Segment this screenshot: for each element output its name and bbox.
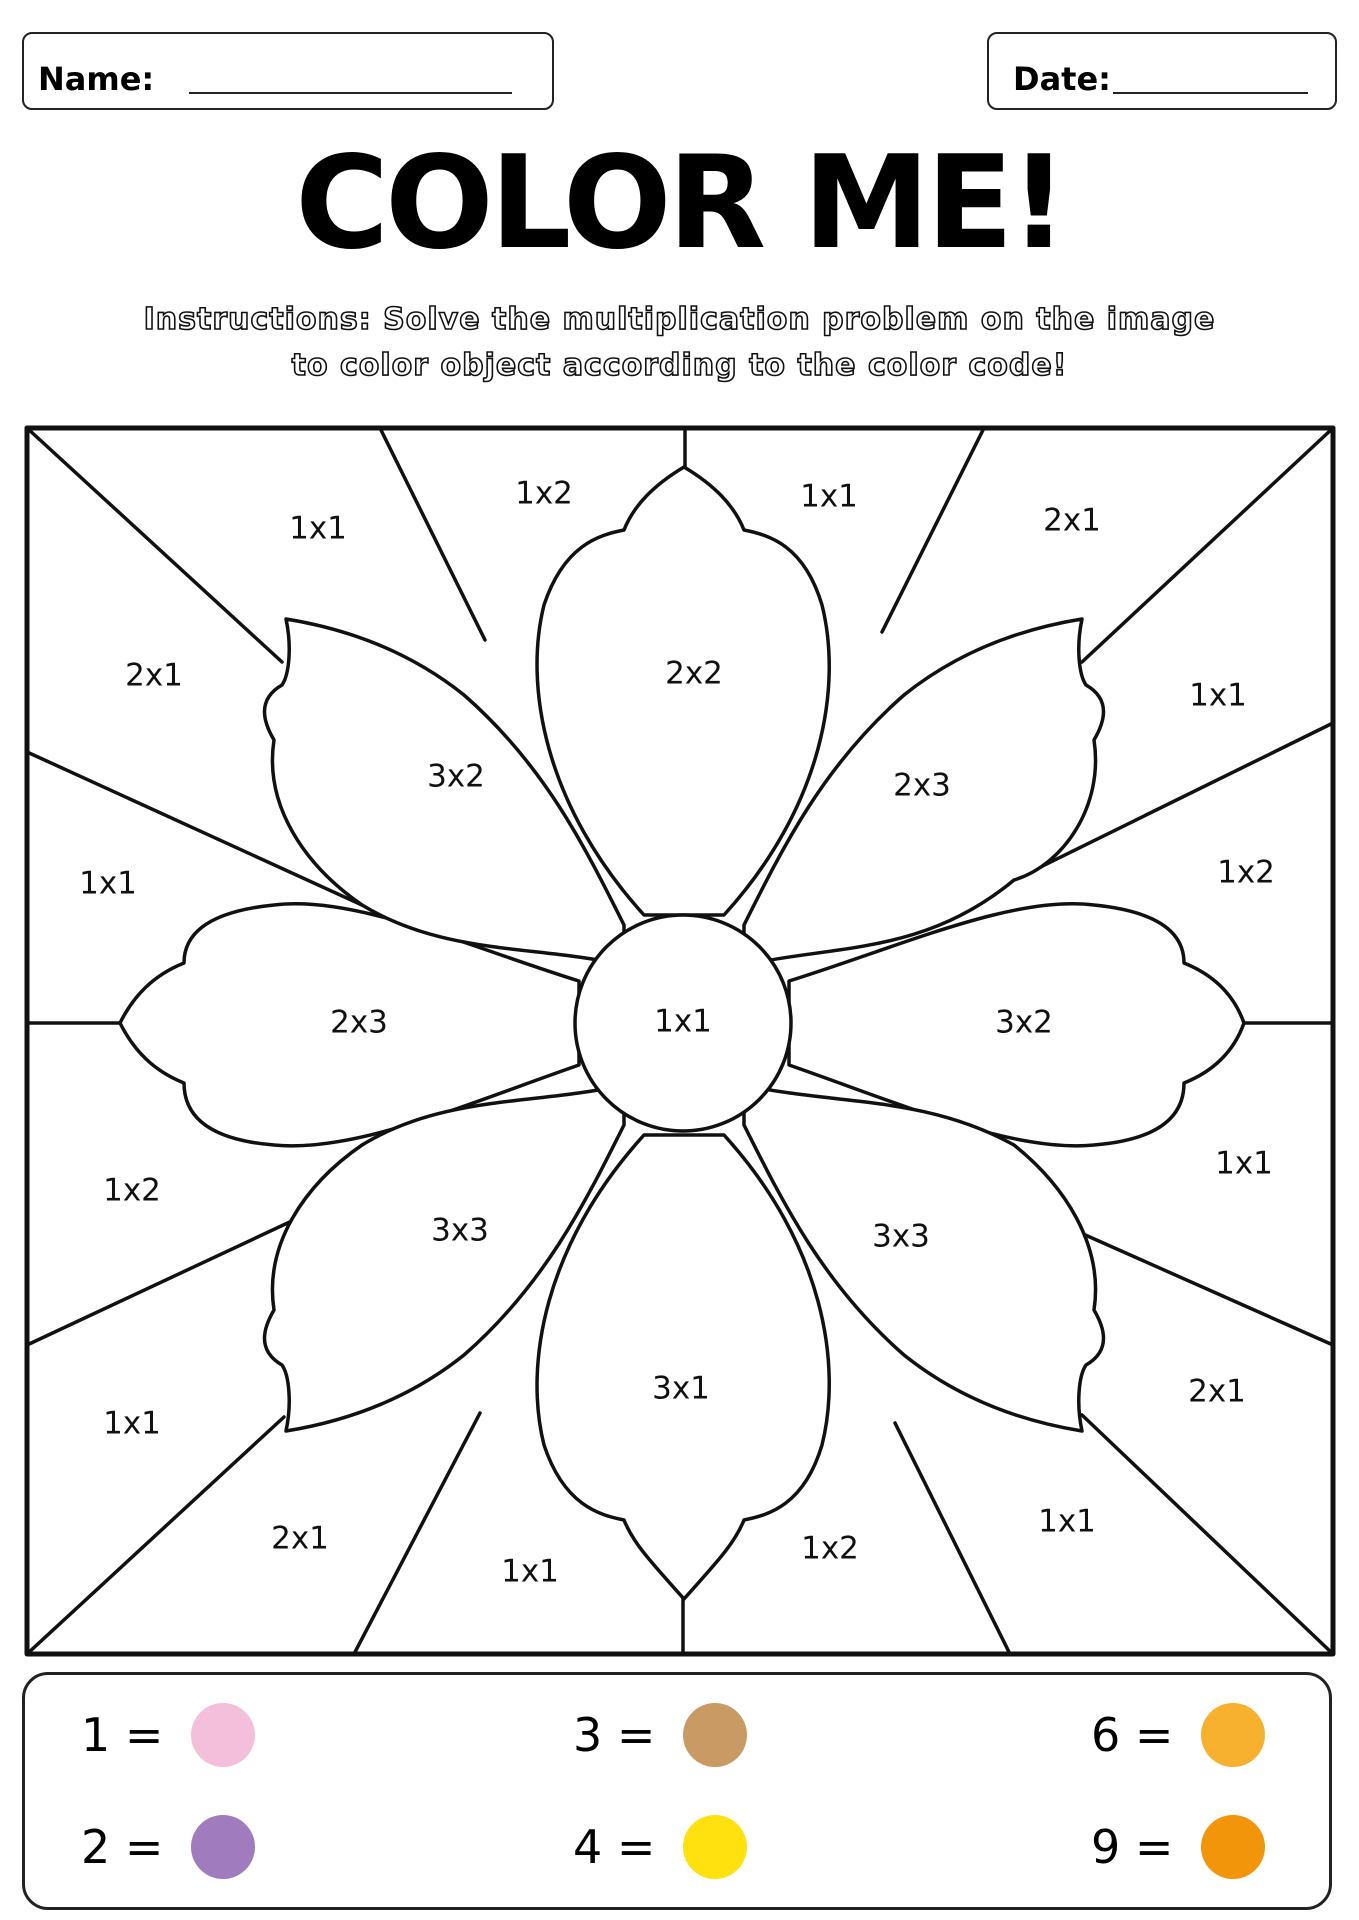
region-label-r3: 1x1 xyxy=(1215,1145,1273,1182)
swatch-purple xyxy=(191,1815,255,1879)
legend-label-9: 9 = xyxy=(1091,1820,1174,1874)
region-label-l3: 1x2 xyxy=(103,1172,161,1209)
swatch-orange xyxy=(1201,1815,1265,1879)
legend-label-4: 4 = xyxy=(573,1820,656,1874)
region-label-tl-b: 1x2 xyxy=(515,475,573,512)
region-label-br-b: 1x1 xyxy=(1038,1503,1096,1540)
swatch-light-orange xyxy=(1201,1703,1265,1767)
petal-label-top-right: 2x3 xyxy=(893,767,951,804)
date-label: Date: xyxy=(1013,60,1111,98)
petal-label-bottom-left: 3x3 xyxy=(431,1212,489,1249)
region-label-l4: 1x1 xyxy=(103,1405,161,1442)
name-label: Name: xyxy=(38,60,155,98)
region-label-tr-b: 2x1 xyxy=(1043,502,1101,539)
legend-label-1: 1 = xyxy=(81,1708,164,1762)
name-line xyxy=(189,92,512,94)
legend-item-1 xyxy=(81,1703,255,1767)
petal-label-bottom: 3x1 xyxy=(652,1370,710,1407)
region-label-bl-a: 2x1 xyxy=(271,1520,329,1557)
legend-item-4 xyxy=(573,1815,747,1879)
coloring-picture xyxy=(24,425,1336,1657)
page-title: COLOR ME! xyxy=(295,129,1064,278)
region-label-tr-a: 1x1 xyxy=(800,478,858,515)
swatch-pink xyxy=(191,1703,255,1767)
instructions-line-2: to color object according to the color code! xyxy=(291,348,1068,383)
swatch-yellow xyxy=(683,1815,747,1879)
date-field[interactable] xyxy=(987,32,1337,110)
region-label-l2: 1x1 xyxy=(79,865,137,902)
region-label-r2: 1x2 xyxy=(1217,854,1275,891)
petal-label-bottom-right: 3x3 xyxy=(872,1218,930,1255)
color-legend xyxy=(22,1672,1332,1910)
region-label-bl-b: 1x1 xyxy=(501,1553,559,1590)
instructions-line-1: Instructions: Solve the multiplication problem on the image xyxy=(143,302,1216,337)
legend-label-2: 2 = xyxy=(81,1820,164,1874)
region-label-r4: 2x1 xyxy=(1188,1373,1246,1410)
petal-label-left: 2x3 xyxy=(330,1004,388,1041)
legend-item-6 xyxy=(1091,1703,1265,1767)
legend-label-6: 6 = xyxy=(1091,1708,1174,1762)
legend-item-2 xyxy=(81,1815,255,1879)
petal-label-top: 2x2 xyxy=(665,655,723,692)
petal-label-right: 3x2 xyxy=(995,1004,1053,1041)
legend-item-9 xyxy=(1091,1815,1265,1879)
swatch-tan xyxy=(683,1703,747,1767)
legend-label-3: 3 = xyxy=(573,1708,656,1762)
petal-label-top-left: 3x2 xyxy=(427,758,485,795)
region-label-br-a: 1x2 xyxy=(801,1530,859,1567)
region-label-tl-a: 1x1 xyxy=(289,510,347,547)
center-label: 1x1 xyxy=(654,1003,712,1040)
name-field[interactable] xyxy=(22,32,554,110)
region-label-r1: 1x1 xyxy=(1189,677,1247,714)
region-label-l1: 2x1 xyxy=(125,657,183,694)
legend-item-3 xyxy=(573,1703,747,1767)
date-line xyxy=(1113,92,1308,94)
